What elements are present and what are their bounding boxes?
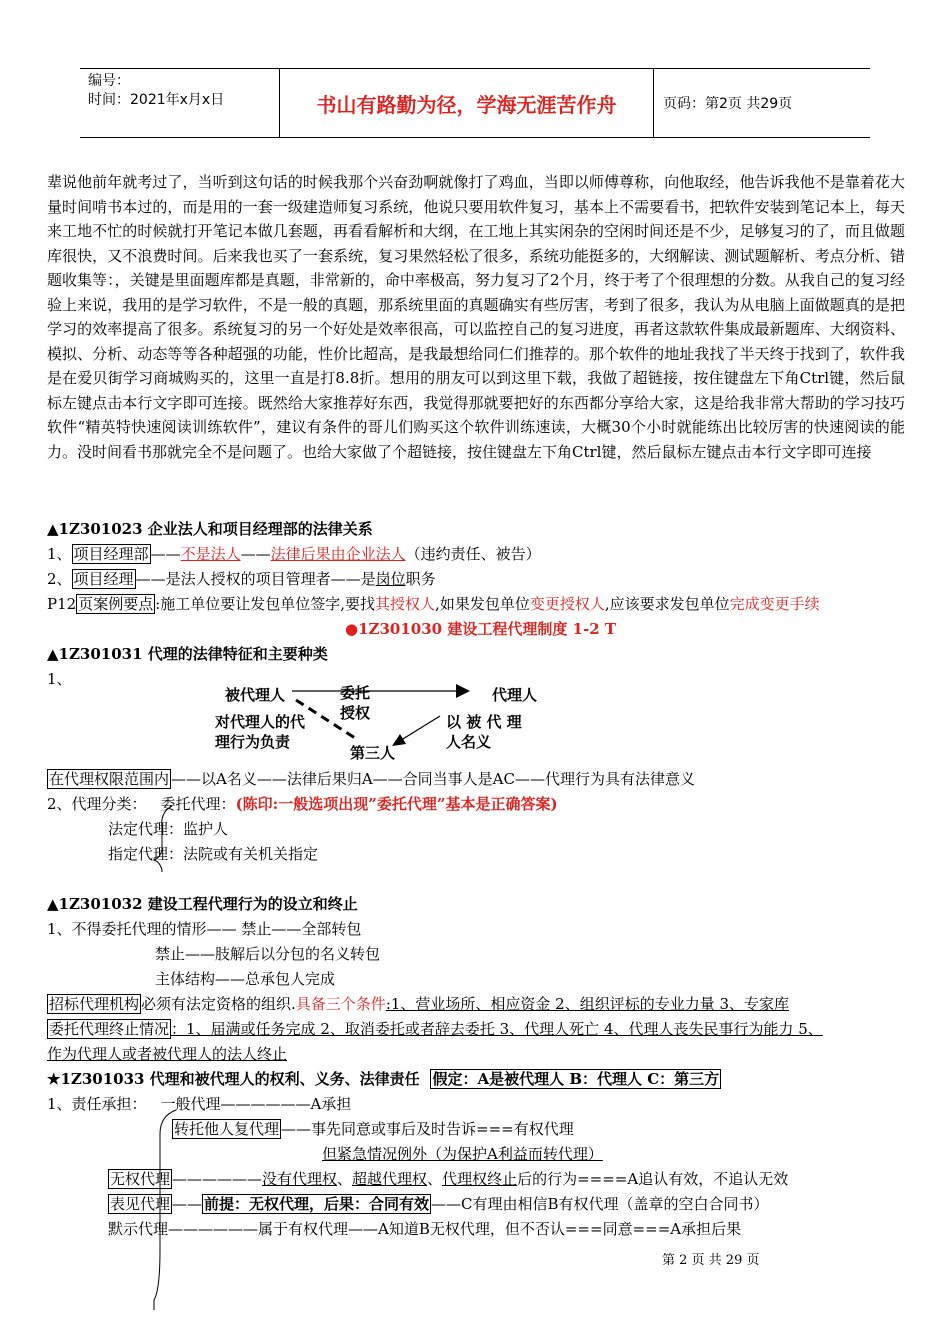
s3-type-3: 指定代理：法院或有关机关指定 <box>108 845 319 863</box>
header-time: 时间：2021年x月x日 <box>88 92 225 108</box>
page-footer: 第 2 页 共 29 页 <box>662 1253 760 1268</box>
s4-line-4: 招标代理机构 必须有法定资格的组织.具备三个条件:1、营业场所、相应资金 2、组织评标的专业力量 3、专家库 <box>49 995 790 1013</box>
boxed-term: 项目经理部 <box>73 545 149 563</box>
s3-num: 1、 <box>47 670 72 688</box>
header-page-info: 页码：第2页 共29页 <box>663 96 793 112</box>
diagram-third-party: 第三人 <box>350 744 396 762</box>
s5-line-5: 表见代理 —— 前提：无权代理，后果：合同有效 ——C有理由相信B有权代理（盖章的空白合同书） <box>110 1195 769 1213</box>
s4-line-5: 委托代理终止情况 ：1、届满或任务完成 2、取消委托或者辞去委托 3、代理人死亡 4、代理人丧失民事行为能力 5、 <box>49 1020 823 1038</box>
s1-line-3: P12 页案例要点 :施工单位要让发包单位签字,要找其授权人,如果发包单位变更授权人,应该要求发包单位完成变更手续 <box>47 595 820 613</box>
s5-line-6: 默示代理——————属于有权代理——A知道B无权代理，但不否认===同意===A承担后果 <box>108 1220 742 1238</box>
diagram-principal-resp-2: 理行为负责 <box>215 733 291 751</box>
diagram-agent: 代理人 <box>492 686 538 704</box>
s5-line-1: 1、责任承担： 一般代理——————A承担 <box>47 1095 352 1113</box>
s1-line-1: 1、 项目经理部 ——不是法人——法律后果由企业法人（违约责任、被告） <box>47 545 541 563</box>
diagram-in-name-2: 人名义 <box>446 733 492 751</box>
s3-types-line: 2、代理分类： 委托代理：(陈印:一般选项出现”委托代理”基本是正确答案) <box>47 795 558 813</box>
diagram-principal-resp-1: 对代理人的代 <box>215 713 306 731</box>
boxed-term: 页案例要点 <box>78 595 154 613</box>
s5-line-4: 无权代理 ——————没有代理权、超越代理权、代理权终止后的行为====A追认有效，不追认无效 <box>110 1170 789 1188</box>
s4-line-1: 1、不得委托代理的情形—— 禁止——全部转包 <box>47 920 362 938</box>
header-number: 编号： <box>88 73 130 89</box>
s4-line-6: 作为代理人或者被代理人的法人终止 <box>47 1045 288 1063</box>
diagram-authorize: 授权 <box>340 704 371 722</box>
boxed-term: 无权代理 <box>110 1170 171 1188</box>
section-heading-301033: ★1Z301033 代理和被代理人的权利、义务、法律责任 <box>47 1070 420 1088</box>
diagram-in-name-1: 以 被 代 理 <box>446 713 522 731</box>
s1-line-2: 2、 项目经理 ——是法人授权的项目管理者——是岗位职务 <box>47 570 436 588</box>
boxed-term: 转托他人复代理 <box>174 1120 280 1138</box>
s5-line-3: 但紧急情况例外（为保护A利益而转代理） <box>322 1145 603 1163</box>
s4-line-2: 禁止——肢解后以分包的名义转包 <box>155 945 381 963</box>
boxed-term: 项目经理 <box>73 570 134 588</box>
diagram-entrust: 委托 <box>340 684 371 702</box>
s5-line-2: 转托他人复代理 ——事先同意或事后及时告诉===有权代理 <box>174 1120 574 1138</box>
boxed-term: 在代理权限范围内 <box>49 770 170 788</box>
section-heading-301031: ▲1Z301031 代理的法律特征和主要种类 <box>47 645 328 663</box>
s3-scope-line: 在代理权限范围内 ——以A名义——法律后果归A——合同当事人是AC——代理行为具有法律意义 <box>49 770 695 788</box>
section-heading-301023: ▲1Z301023 企业法人和项目经理部的法律关系 <box>47 520 373 538</box>
section-heading-301030: ●1Z301030 建设工程代理制度 1-2 T <box>345 620 617 638</box>
section-heading-301032: ▲1Z301032 建设工程代理行为的设立和终止 <box>47 895 358 913</box>
intro-paragraph: 辈说他前年就考过了，当听到这句话的时候我那个兴奋劲啊就像打了鸡血，当即以师傅尊称，向他取经，他告诉我他不是靠着花大量时间啃书本过的，而是用的一套一级建造师复习系统，他说只要用软件复习，基本上不需要看书，把软件安装到笔记本上，每天来工地不忙的时候就打开笔记本做几套题，再看看解析和大纲，在工地上其实闲杂的空闲时间还是不少，足够复习的了，而且做题库很快，又不浪费时间。后来我也买了一套系统，复习果然轻松了很多，系统功能挺多的，大纲解读、测试题解析、考点分析、错题收集等：，关键是里面题库都是真题，非常新的，命中率极高，努力复习了2个月，终于考了个很理想的分数。从我自己的复习经验上来说，我用的是学习软件，不是一般的真题，那系统里面的真题确实有些厉害，考到了很多，我认为从电脑上面做题真的是把学习的效率提高了很多。系统复习的另一个好处是效率很高，可以监控自己的复习进度，再者这款软件集成最新题库、大纲资料、模拟、分析、动态等等各种超强的功能，性价比超高，是我最想给同仁们推荐的。那个软件的地址我找了半天终于找到了，软件我是在爱贝街学习商城购买的，这里一直是打8.8折。想用的朋友可以到这里下载，我做了超链接，按住键盘左下角Ctrl键，然后鼠标左键点击本行文字即可连接。既然给大家推荐好东西，我觉得那就要把好的东西都分享给大家，这是给我非常大帮助的学习技巧软件“精英特快速阅读训练软件”，建议有条件的哥儿们购买这个软件训练速读，大概30个小时就能练出比较厉害的快速阅读的能力。没时间看书那就完全不是问题了。也给大家做了个超链接，按住键盘左下角Ctrl键，然后鼠标左键点击本行文字即可连接 <box>47 173 905 461</box>
s3-type-2: 法定代理：监护人 <box>108 820 229 838</box>
header-motto: 书山有路勤为径，学海无涯苦作舟 <box>280 69 654 137</box>
boxed-term: 委托代理终止情况 <box>49 1020 170 1038</box>
premise-box: 前提：无权代理，后果：合同有效 <box>204 1195 430 1213</box>
boxed-term: 表见代理 <box>110 1195 171 1213</box>
s4-line-3: 主体结构——总承包人完成 <box>155 970 336 988</box>
assumption-box: 假定：A是被代理人 B：代理人 C：第三方 <box>432 1070 720 1088</box>
diagram-principal: 被代理人 <box>225 686 286 704</box>
boxed-term: 招标代理机构 <box>49 995 140 1013</box>
